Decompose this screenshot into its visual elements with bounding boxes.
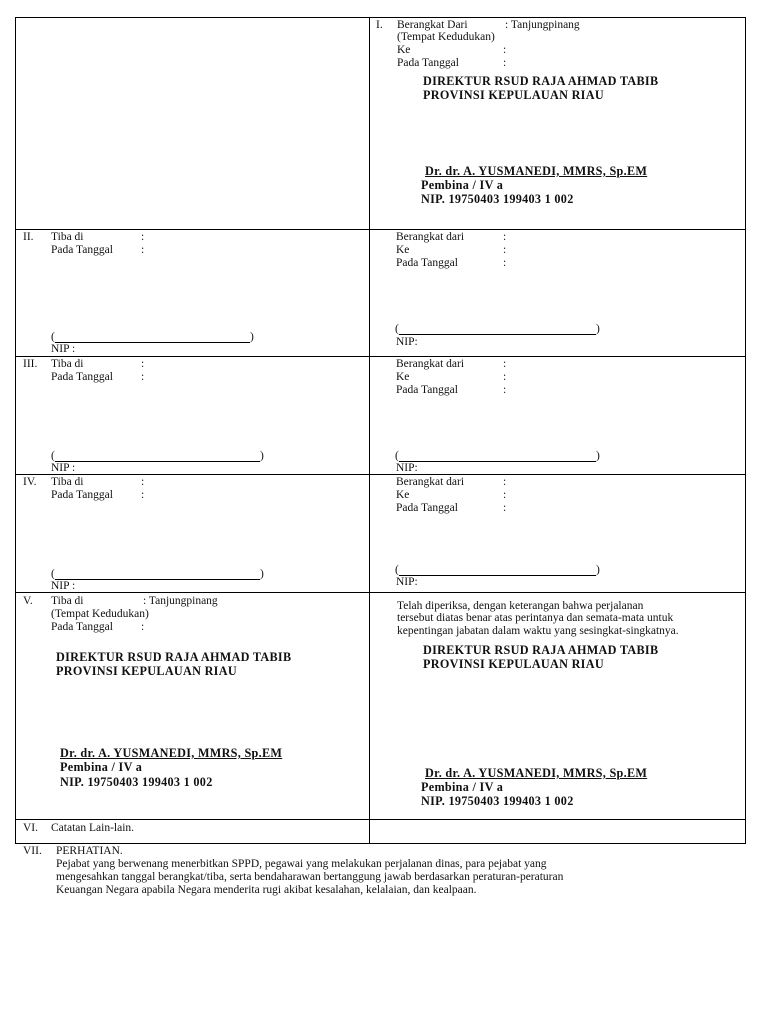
tiba-di-colon: : — [141, 358, 145, 370]
signature-paren-close: ) — [260, 450, 264, 462]
row-divider-1 — [15, 229, 746, 230]
tiba-di-colon: : — [141, 476, 145, 488]
tiba-di-label: Tiba di — [51, 358, 84, 370]
pada-tanggal-colon: : — [141, 244, 145, 256]
catatan-label: Catatan Lain-lain. — [51, 822, 135, 834]
signature-paren-close: ) — [250, 331, 254, 343]
ke-colon: : — [503, 371, 507, 383]
nip-label: NIP : — [51, 343, 76, 355]
pada-tanggal-colon: : — [141, 371, 145, 383]
pada-tanggal-colon: : — [503, 502, 507, 514]
tiba-di-value: : Tanjungpinang — [143, 595, 218, 607]
column-divider — [369, 17, 370, 844]
official-rank: Pembina / IV a — [421, 178, 504, 192]
section-iii-number: III. — [23, 358, 38, 370]
pada-tanggal-colon: : — [503, 384, 507, 396]
official-rank: Pembina / IV a — [60, 760, 143, 774]
ke-colon: : — [503, 244, 507, 256]
official-name: Dr. dr. A. YUSMANEDI, MMRS, Sp.EM — [425, 164, 648, 178]
nip-label: NIP: — [396, 576, 418, 588]
official-name: Dr. dr. A. YUSMANEDI, MMRS, Sp.EM — [425, 766, 648, 780]
nip-label: NIP : — [51, 462, 76, 474]
ke-label: Ke — [396, 244, 410, 256]
official-title-line2: PROVINSI KEPULAUAN RIAU — [423, 657, 604, 671]
berangkat-dari-colon: : — [503, 231, 507, 243]
pada-tanggal-colon: : — [503, 257, 507, 269]
berangkat-dari-value: : Tanjungpinang — [505, 19, 580, 31]
berangkat-dari-label: Berangkat dari — [396, 358, 465, 370]
nip-label: NIP : — [51, 580, 76, 592]
signature-line — [55, 461, 260, 462]
row-divider-3 — [15, 474, 746, 475]
section-v-number: V. — [23, 595, 33, 607]
pada-tanggal-label: Pada Tanggal — [396, 384, 458, 396]
section-iv-number: IV. — [23, 476, 37, 488]
signature-line — [55, 342, 250, 343]
row-divider-2 — [15, 356, 746, 357]
tempat-kedudukan-label: (Tempat Kedudukan) — [51, 608, 149, 620]
signature-paren-close: ) — [596, 564, 600, 576]
signature-paren-open: ( — [51, 450, 55, 462]
pada-tanggal-label: Pada Tanggal — [51, 621, 113, 633]
berangkat-dari-label: Berangkat Dari — [397, 19, 468, 31]
official-title-line1: DIREKTUR RSUD RAJA AHMAD TABIB — [423, 643, 659, 657]
pada-tanggal-colon: : — [141, 621, 145, 633]
verification-line3: kepentingan jabatan dalam waktu yang sesingkat-singkatnya. — [397, 625, 679, 637]
official-title-line1: DIREKTUR RSUD RAJA AHMAD TABIB — [423, 74, 659, 88]
signature-line — [399, 575, 596, 576]
ke-label: Ke — [396, 371, 410, 383]
pada-tanggal-colon: : — [503, 57, 507, 69]
section-vii-number: VII. — [23, 845, 42, 857]
nip-label: NIP: — [396, 462, 418, 474]
pada-tanggal-label: Pada Tanggal — [51, 244, 113, 256]
perhatian-line3: Keuangan Negara apabila Negara menderita rugi akibat kesalahan, kelalaian, dan kealpaan. — [56, 884, 477, 896]
ke-colon: : — [503, 44, 507, 56]
signature-paren-open: ( — [395, 323, 399, 335]
signature-paren-close: ) — [596, 323, 600, 335]
official-nip: NIP. 19750403 199403 1 002 — [421, 192, 574, 206]
signature-line — [399, 461, 596, 462]
signature-paren-open: ( — [51, 568, 55, 580]
form-table-border — [15, 17, 746, 844]
perhatian-line1: Pejabat yang berwenang menerbitkan SPPD, pegawai yang melakukan perjalanan dinas, para pejabat yang — [56, 858, 547, 870]
ke-label: Ke — [397, 44, 411, 56]
pada-tanggal-colon: : — [141, 489, 145, 501]
pada-tanggal-label: Pada Tanggal — [51, 371, 113, 383]
signature-paren-open: ( — [395, 564, 399, 576]
verification-line2: tersebut diatas benar atas perintanya dan semata-mata untuk — [397, 612, 674, 624]
pada-tanggal-label: Pada Tanggal — [397, 57, 459, 69]
pada-tanggal-label: Pada Tanggal — [396, 257, 458, 269]
signature-paren-open: ( — [395, 450, 399, 462]
verification-line1: Telah diperiksa, dengan keterangan bahwa perjalanan — [397, 600, 644, 612]
official-title-line2: PROVINSI KEPULAUAN RIAU — [56, 664, 237, 678]
section-vi-number: VI. — [23, 822, 39, 834]
berangkat-dari-colon: : — [503, 476, 507, 488]
official-rank: Pembina / IV a — [421, 780, 504, 794]
official-name: Dr. dr. A. YUSMANEDI, MMRS, Sp.EM — [60, 746, 283, 760]
official-title-line1: DIREKTUR RSUD RAJA AHMAD TABIB — [56, 650, 292, 664]
nip-label: NIP: — [396, 336, 418, 348]
section-ii-number: II. — [23, 231, 34, 243]
official-nip: NIP. 19750403 199403 1 002 — [60, 775, 213, 789]
berangkat-dari-label: Berangkat dari — [396, 476, 465, 488]
signature-paren-close: ) — [260, 568, 264, 580]
signature-line — [399, 334, 596, 335]
tempat-kedudukan-label: (Tempat Kedudukan) — [397, 31, 495, 43]
tiba-di-colon: : — [141, 231, 145, 243]
official-nip: NIP. 19750403 199403 1 002 — [421, 794, 574, 808]
section-i-number: I. — [376, 19, 383, 31]
row-divider-4 — [15, 592, 746, 593]
ke-colon: : — [503, 489, 507, 501]
perhatian-heading: PERHATIAN. — [56, 845, 123, 857]
tiba-di-label: Tiba di — [51, 595, 84, 607]
berangkat-dari-colon: : — [503, 358, 507, 370]
pada-tanggal-label: Pada Tanggal — [51, 489, 113, 501]
tiba-di-label: Tiba di — [51, 476, 84, 488]
official-title-line2: PROVINSI KEPULAUAN RIAU — [423, 88, 604, 102]
ke-label: Ke — [396, 489, 410, 501]
row-divider-5 — [15, 819, 746, 820]
tiba-di-label: Tiba di — [51, 231, 84, 243]
perhatian-line2: mengesahkan tanggal berangkat/tiba, serta bendaharawan bertanggung jawab berdasarkan peraturan-peraturan — [56, 871, 564, 883]
signature-paren-open: ( — [51, 331, 55, 343]
signature-paren-close: ) — [596, 450, 600, 462]
pada-tanggal-label: Pada Tanggal — [396, 502, 458, 514]
signature-line — [55, 579, 260, 580]
berangkat-dari-label: Berangkat dari — [396, 231, 465, 243]
